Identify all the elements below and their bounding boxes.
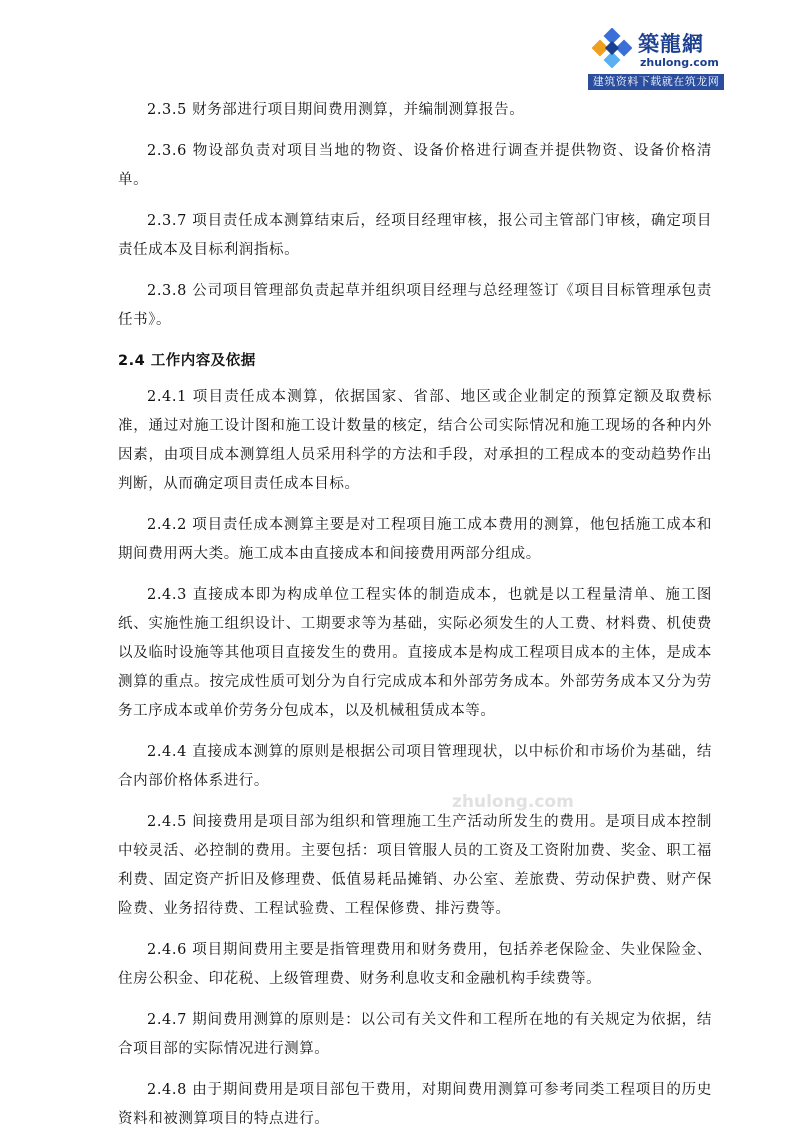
paragraph-2-4-2: 2.4.2 项目责任成本测算主要是对工程项目施工成本费用的测算，他包括施工成本和期间费用两大类。施工成本由直接成本和间接费用两部分组成。: [118, 517, 712, 562]
watermark: zhulong.com: [452, 792, 574, 812]
zhulong-logo-icon: [592, 28, 632, 68]
logo-name: 築龍網: [638, 32, 704, 56]
paragraph-2-3-5: 2.3.5 财务部进行项目期间费用测算，并编制测算报告。: [147, 102, 525, 118]
paragraph-2-4-7: 2.4.7 期间费用测算的原则是：以公司有关文件和工程所在地的有关规定为依据，结合项目部的实际情况进行测算。: [118, 1012, 712, 1057]
paragraph-2-3-8: 2.3.8 公司项目管理部负责起草并组织项目经理与总经理签订《项目目标管理承包责任书》。: [118, 283, 712, 328]
document-body: [118, 96, 712, 1146]
section-heading: 2.4 工作内容及依据: [118, 353, 256, 369]
paragraph-2-4-5: 2.4.5 间接费用是项目部为组织和管理施工生产活动所发生的费用。是项目成本控制中较灵活、必控制的费用。主要包括：项目管服人员的工资及工资附加费、奖金、职工福利费、固定资产折旧及修理费、低值易耗品摊销、办公室、差旅费、劳动保护费、财产保险费、业务招待费、工程试验费、工程保修费、排污费等。: [118, 814, 712, 917]
paragraph-2-4-1: 2.4.1 项目责任成本测算，依据国家、省部、地区或企业制定的预算定额及取费标准，通过对施工设计图和施工设计数量的核定，结合公司实际情况和施工现场的各种内外因素，由项目成本测算组人员采用科学的方法和手段，对承担的工程成本的变动趋势作出判断，从而确定项目责任成本目标。: [118, 389, 712, 492]
paragraph-2-4-6: 2.4.6 项目期间费用主要是指管理费用和财务费用，包括养老保险金、失业保险金、住房公积金、印花税、上级管理费、财务利息收支和金融机构手续费等。: [118, 942, 712, 987]
zhulong-logo[interactable]: [588, 22, 724, 92]
paragraph-2-4-3: 2.4.3 直接成本即为构成单位工程实体的制造成本，也就是以工程量清单、施工图纸、实施性施工组织设计、工期要求等为基础，实际必须发生的人工费、材料费、机使费以及临时设施等其他项目直接发生的费用。直接成本是构成工程项目成本的主体，是成本测算的重点。按完成性质可划分为自行完成成本和外部劳务成本。外部劳务成本又分为劳务工序成本或单价劳务分包成本，以及机械租赁成本等。: [118, 587, 712, 719]
logo-slogan: 建筑资料下载就在筑龙网: [588, 74, 724, 90]
logo-domain: zhulong.com: [640, 56, 719, 69]
paragraph-2-3-6: 2.3.6 物设部负责对项目当地的物资、设备价格进行调查并提供物资、设备价格清单。: [118, 143, 712, 188]
paragraph-2-4-4: 2.4.4 直接成本测算的原则是根据公司项目管理现状，以中标价和市场价为基础，结合内部价格体系进行。: [118, 744, 712, 789]
paragraph-2-4-8: 2.4.8 由于期间费用是项目部包干费用，对期间费用测算可参考同类工程项目的历史资料和被测算项目的特点进行。: [118, 1082, 712, 1127]
paragraph-2-3-7: 2.3.7 项目责任成本测算结束后，经项目经理审核，报公司主管部门审核，确定项目责任成本及目标利润指标。: [118, 213, 712, 258]
